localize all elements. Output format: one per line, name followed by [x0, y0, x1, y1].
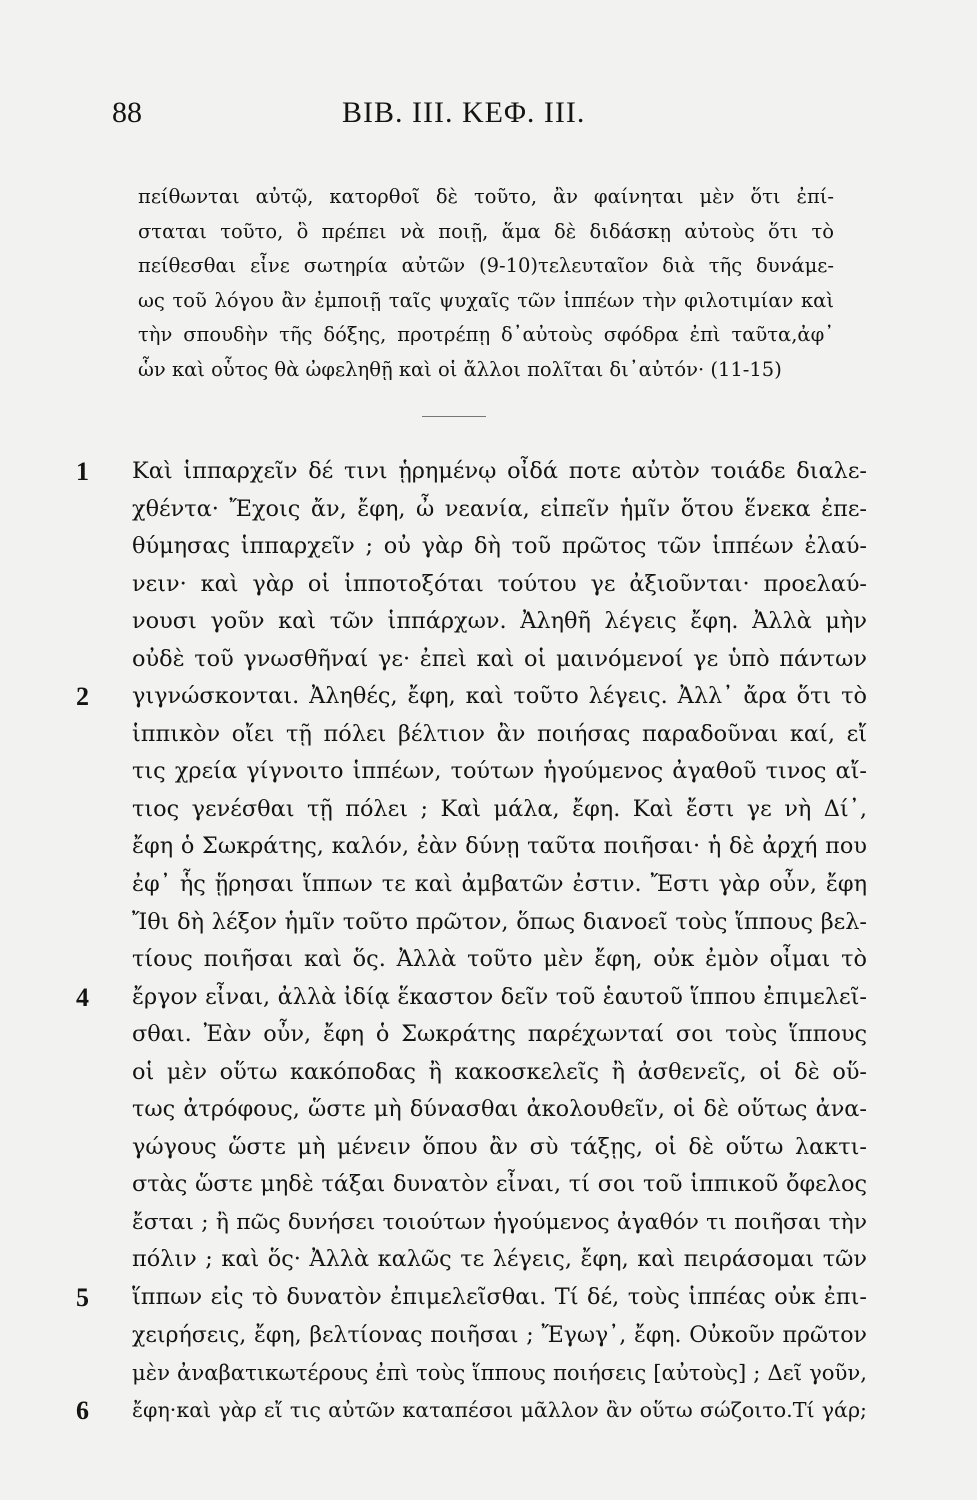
summary-line: πείθεσθαι εἶνε σωτηρία αὐτῶν (9-10)τελευταῖον διὰ τῆς δυνάμε-: [138, 254, 834, 277]
text-line: [132, 791, 867, 829]
line-text: τις χρεία γίγνοιτο ἱππέων, τούτων ἡγούμενος ἀγαθοῦ τινος αἴ-: [132, 758, 867, 785]
text-line: [132, 1354, 867, 1392]
summary-line: τὴν σπουδὴν τῆς δόξης, προτρέπῃ δ᾽αὐτοὺς σφόδρα ἐπὶ ταῦτα,ἀφ᾽: [138, 323, 834, 346]
text-line: [76, 979, 867, 1017]
line-text: Ἴθι δὴ λέξον ἡμῖν τοῦτο πρῶτον, ὅπως διανοεῖ τοὺς ἵππους βελ-: [132, 908, 867, 935]
line-text: ἔφη ὁ Σωκράτης, καλόν, ἐὰν δύνῃ ταῦτα ποιῆσαι· ἡ δὲ ἀρχή που: [132, 833, 867, 860]
section-number: 6: [76, 1395, 89, 1425]
line-text: γιγνώσκονται. Ἀληθές, ἔφη, καὶ τοῦτο λέγεις. Ἀλλ᾽ ἄρα ὅτι τὸ: [132, 683, 867, 710]
line-text: τως ἀτρόφους, ὥστε μὴ δύνασθαι ἀκολουθεῖν, οἱ δὲ οὕτως ἀνα-: [132, 1096, 867, 1123]
text-line: [132, 1054, 867, 1092]
section-number: 4: [76, 982, 89, 1012]
line-text: θύμησας ἱππαρχεῖν ; οὐ γὰρ δὴ τοῦ πρῶτος τῶν ἱππέων ἐλαύ-: [132, 533, 867, 560]
text-line: [76, 1279, 867, 1317]
text-line: [132, 528, 867, 566]
section-number: 5: [76, 1283, 89, 1313]
text-line: [132, 1317, 867, 1355]
line-text: σθαι. Ἐὰν οὖν, ἔφη ὁ Σωκράτης παρέχωνταί σοι τοὺς ἵππους: [132, 1021, 867, 1048]
text-line: [132, 753, 867, 791]
line-text: τίους ποιῆσαι καὶ ὅς. Ἀλλὰ τοῦτο μὲν ἔφη, οὐκ ἐμὸν οἶμαι τὸ: [132, 946, 867, 973]
section-number: 1: [76, 457, 89, 486]
line-text: χθέντα· Ἔχοις ἄν, ἔφη, ὦ νεανία, εἰπεῖν ἡμῖν ὅτου ἕνεκα ἐπε-: [132, 495, 867, 522]
page-header: [112, 96, 832, 136]
text-line: [132, 1166, 867, 1204]
line-text: οἱ μὲν οὕτω κακόποδας ἢ κακοσκελεῖς ἢ ἀσθενεῖς, οἱ δὲ οὕ-: [132, 1058, 867, 1085]
summary-line: σταται τοῦτο, ὃ πρέπει νὰ ποιῇ, ἅμα δὲ διδάσκῃ αὐτοὺς ὅτι τὸ: [138, 219, 834, 243]
line-text: ἔσται ; ἢ πῶς δυνήσει τοιούτων ἡγούμενος ἀγαθόν τι ποιῆσαι τὴν: [132, 1209, 867, 1235]
text-line: [132, 904, 867, 942]
text-line: [132, 1241, 867, 1279]
line-text: οὐδὲ τοῦ γνωσθῆναί γε· ἐπεὶ καὶ οἱ μαινόμενοί γε ὑπὸ πάντων: [132, 645, 867, 672]
text-line: [76, 453, 867, 491]
page-number: 88: [112, 96, 142, 129]
line-text: γώγους ὥστε μὴ μένειν ὅπου ἂν σὺ τάξῃς, οἱ δὲ οὕτω λακτι-: [132, 1133, 867, 1160]
section-number: 2: [76, 682, 89, 712]
text-line: [76, 678, 867, 716]
text-line: [132, 566, 867, 604]
text-line: [132, 491, 867, 529]
summary-line: ως τοῦ λόγου ἂν ἐμποιῇ ταῖς ψυχαῖς τῶν ἱππέων τὴν φιλοτιμίαν καὶ: [138, 288, 834, 312]
line-text: πόλιν ; καὶ ὅς· Ἀλλὰ καλῶς τε λέγεις, ἔφη, καὶ πειράσομαι τῶν: [132, 1246, 867, 1273]
line-text: ἱππικὸν οἴει τῇ πόλει βέλτιον ἂν ποιήσας παραδοῦναι καί, εἴ: [132, 720, 867, 747]
text-line: [132, 1204, 867, 1242]
line-text: ἐφ᾽ ἧς ᾕρησαι ἵππων τε καὶ ἀμβατῶν ἐστιν. Ἔστι γὰρ οὖν, ἔφη: [132, 871, 867, 898]
line-text: τιος γενέσθαι τῇ πόλει ; Καὶ μάλα, ἔφη. Καὶ ἔστι γε νὴ Δί᾽,: [132, 795, 867, 822]
separator-rule: [422, 416, 486, 417]
line-text: Καὶ ἱππαρχεῖν δέ τινι ᾑρημένῳ οἶδά ποτε αὐτὸν τοιάδε διαλε-: [132, 458, 867, 484]
line-text: νειν· καὶ γὰρ οἱ ἱπποτοξόται τούτου γε ἀξιοῦνται· προελαύ-: [132, 570, 867, 597]
text-line: [132, 1129, 867, 1167]
text-line: [132, 828, 867, 866]
line-text: χειρήσεις, ἔφη, βελτίονας ποιῆσαι ; Ἔγωγ᾽, ἔφη. Οὐκοῦν πρῶτον: [132, 1321, 867, 1348]
line-text: ἵππων εἰς τὸ δυνατὸν ἐπιμελεῖσθαι. Τί δέ, τοὺς ἱππέας οὐκ ἐπι-: [132, 1284, 867, 1311]
text-line: [132, 1016, 867, 1054]
running-title: ΒΙΒ. ΙΙΙ. ΚΕΦ. ΙΙΙ.: [342, 96, 586, 129]
line-text: ἔργον εἶναι, ἀλλὰ ἰδίᾳ ἕκαστον δεῖν τοῦ ἑαυτοῦ ἵππου ἐπιμελεῖ-: [132, 983, 867, 1010]
line-text: νουσι γοῦν καὶ τῶν ἱππάρχων. Ἀληθῆ λέγεις ἔφη. Ἀλλὰ μὴν: [132, 608, 867, 635]
text-line: [132, 716, 867, 754]
summary-line: ὧν καὶ οὗτος θὰ ὠφεληθῇ καὶ οἱ ἄλλοι πολῖται δι᾽αὐτόν· (11-15): [138, 357, 782, 381]
line-text: ἔφη·καὶ γὰρ εἴ τις αὐτῶν καταπέσοι μᾶλλον ἂν οὕτω σώζοιτο.Τί γάρ;: [132, 1397, 867, 1422]
text-line: [132, 1091, 867, 1129]
chapter-summary: [138, 180, 834, 387]
text-line: [132, 641, 867, 679]
line-text: μὲν ἀναβατικωτέρους ἐπὶ τοὺς ἵππους ποιήσεις [αὐτοὺς] ; Δεῖ γοῦν,: [132, 1360, 867, 1386]
text-line: [76, 1392, 867, 1430]
text-line: [132, 866, 867, 904]
line-text: στὰς ὥστε μηδὲ τάξαι δυνατὸν εἶναι, τί σοι τοῦ ἱππικοῦ ὄφελος: [132, 1171, 867, 1198]
main-text: [76, 453, 867, 1429]
text-line: [132, 941, 867, 979]
summary-line: πείθωνται αὐτῷ, κατορθοῖ δὲ τοῦτο, ἂν φαίνηται μὲν ὅτι ἐπί-: [138, 185, 834, 208]
text-line: [132, 603, 867, 641]
